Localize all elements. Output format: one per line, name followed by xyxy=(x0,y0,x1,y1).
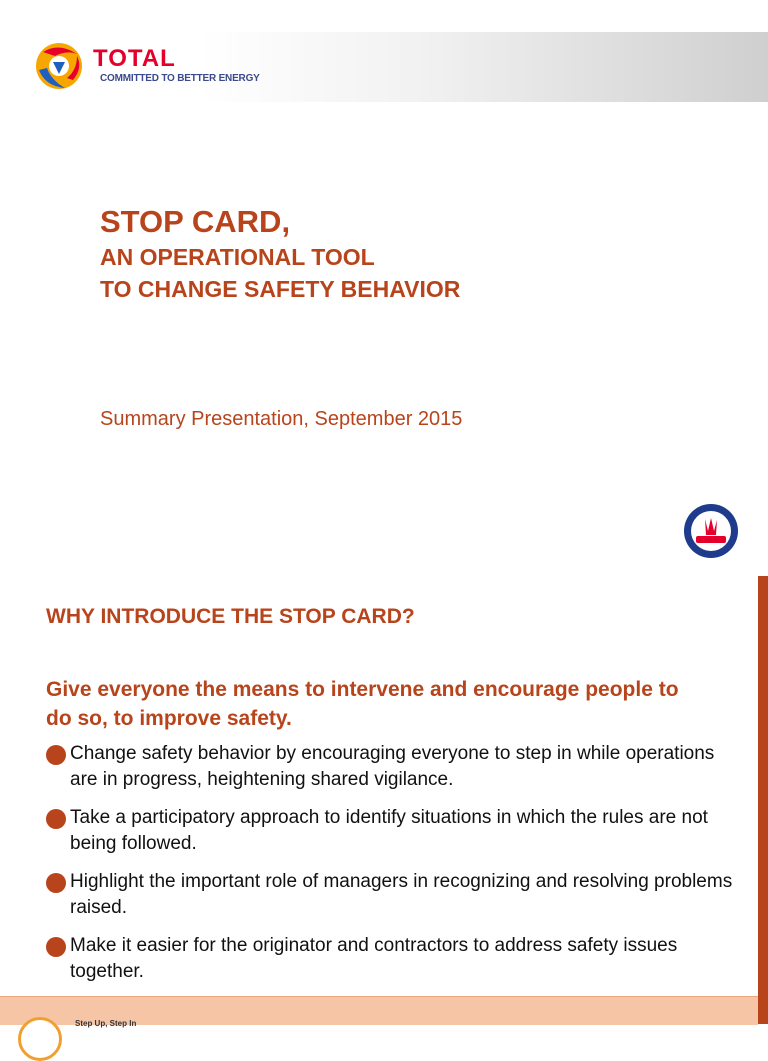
bullet-text: Highlight the important role of managers in recognizing and resolving problems raised. xyxy=(70,871,733,918)
lead-statement: Give everyone the means to intervene and encourage people to do so, to improve safety. xyxy=(46,678,679,730)
content-slide xyxy=(0,576,768,1028)
footer-strip xyxy=(0,996,758,1028)
bullet-text: Take a participatory approach to identify situations in which the rules are not being followed. xyxy=(70,807,708,854)
bullet-item xyxy=(46,933,736,985)
brand-name: TOTAL xyxy=(93,45,176,72)
slide-heading: WHY INTRODUCE THE STOP CARD? xyxy=(46,605,415,628)
bullet-dot-icon xyxy=(46,809,66,829)
title-line-2: AN OPERATIONAL TOOL xyxy=(100,244,375,270)
header-gradient-band xyxy=(200,32,768,102)
bullet-text: Make it easier for the originator and contractors to address safety issues together. xyxy=(70,935,678,982)
bullet-item xyxy=(46,805,736,857)
brand-tagline: COMMITTED TO BETTER ENERGY xyxy=(100,73,260,84)
bullet-list xyxy=(46,741,736,997)
bullet-text: Change safety behavior by encouraging everyone to step in while operations are in progress, heightening shared vigilance. xyxy=(70,743,715,790)
total-logo-icon xyxy=(33,40,85,92)
title-line-3: TO CHANGE SAFETY BEHAVIOR xyxy=(100,276,461,302)
title-line-1: STOP CARD, xyxy=(100,204,291,239)
bullet-item xyxy=(46,869,736,921)
bullet-dot-icon xyxy=(46,745,66,765)
bullet-item xyxy=(46,741,736,793)
safety-commitment-badge-icon xyxy=(683,503,739,559)
footer-text: Step Up, Step In xyxy=(75,1019,137,1028)
bullet-dot-icon xyxy=(46,873,66,893)
presentation-subtitle: Summary Presentation, September 2015 xyxy=(100,408,463,430)
accent-side-bar xyxy=(758,576,768,1024)
bullet-dot-icon xyxy=(46,937,66,957)
